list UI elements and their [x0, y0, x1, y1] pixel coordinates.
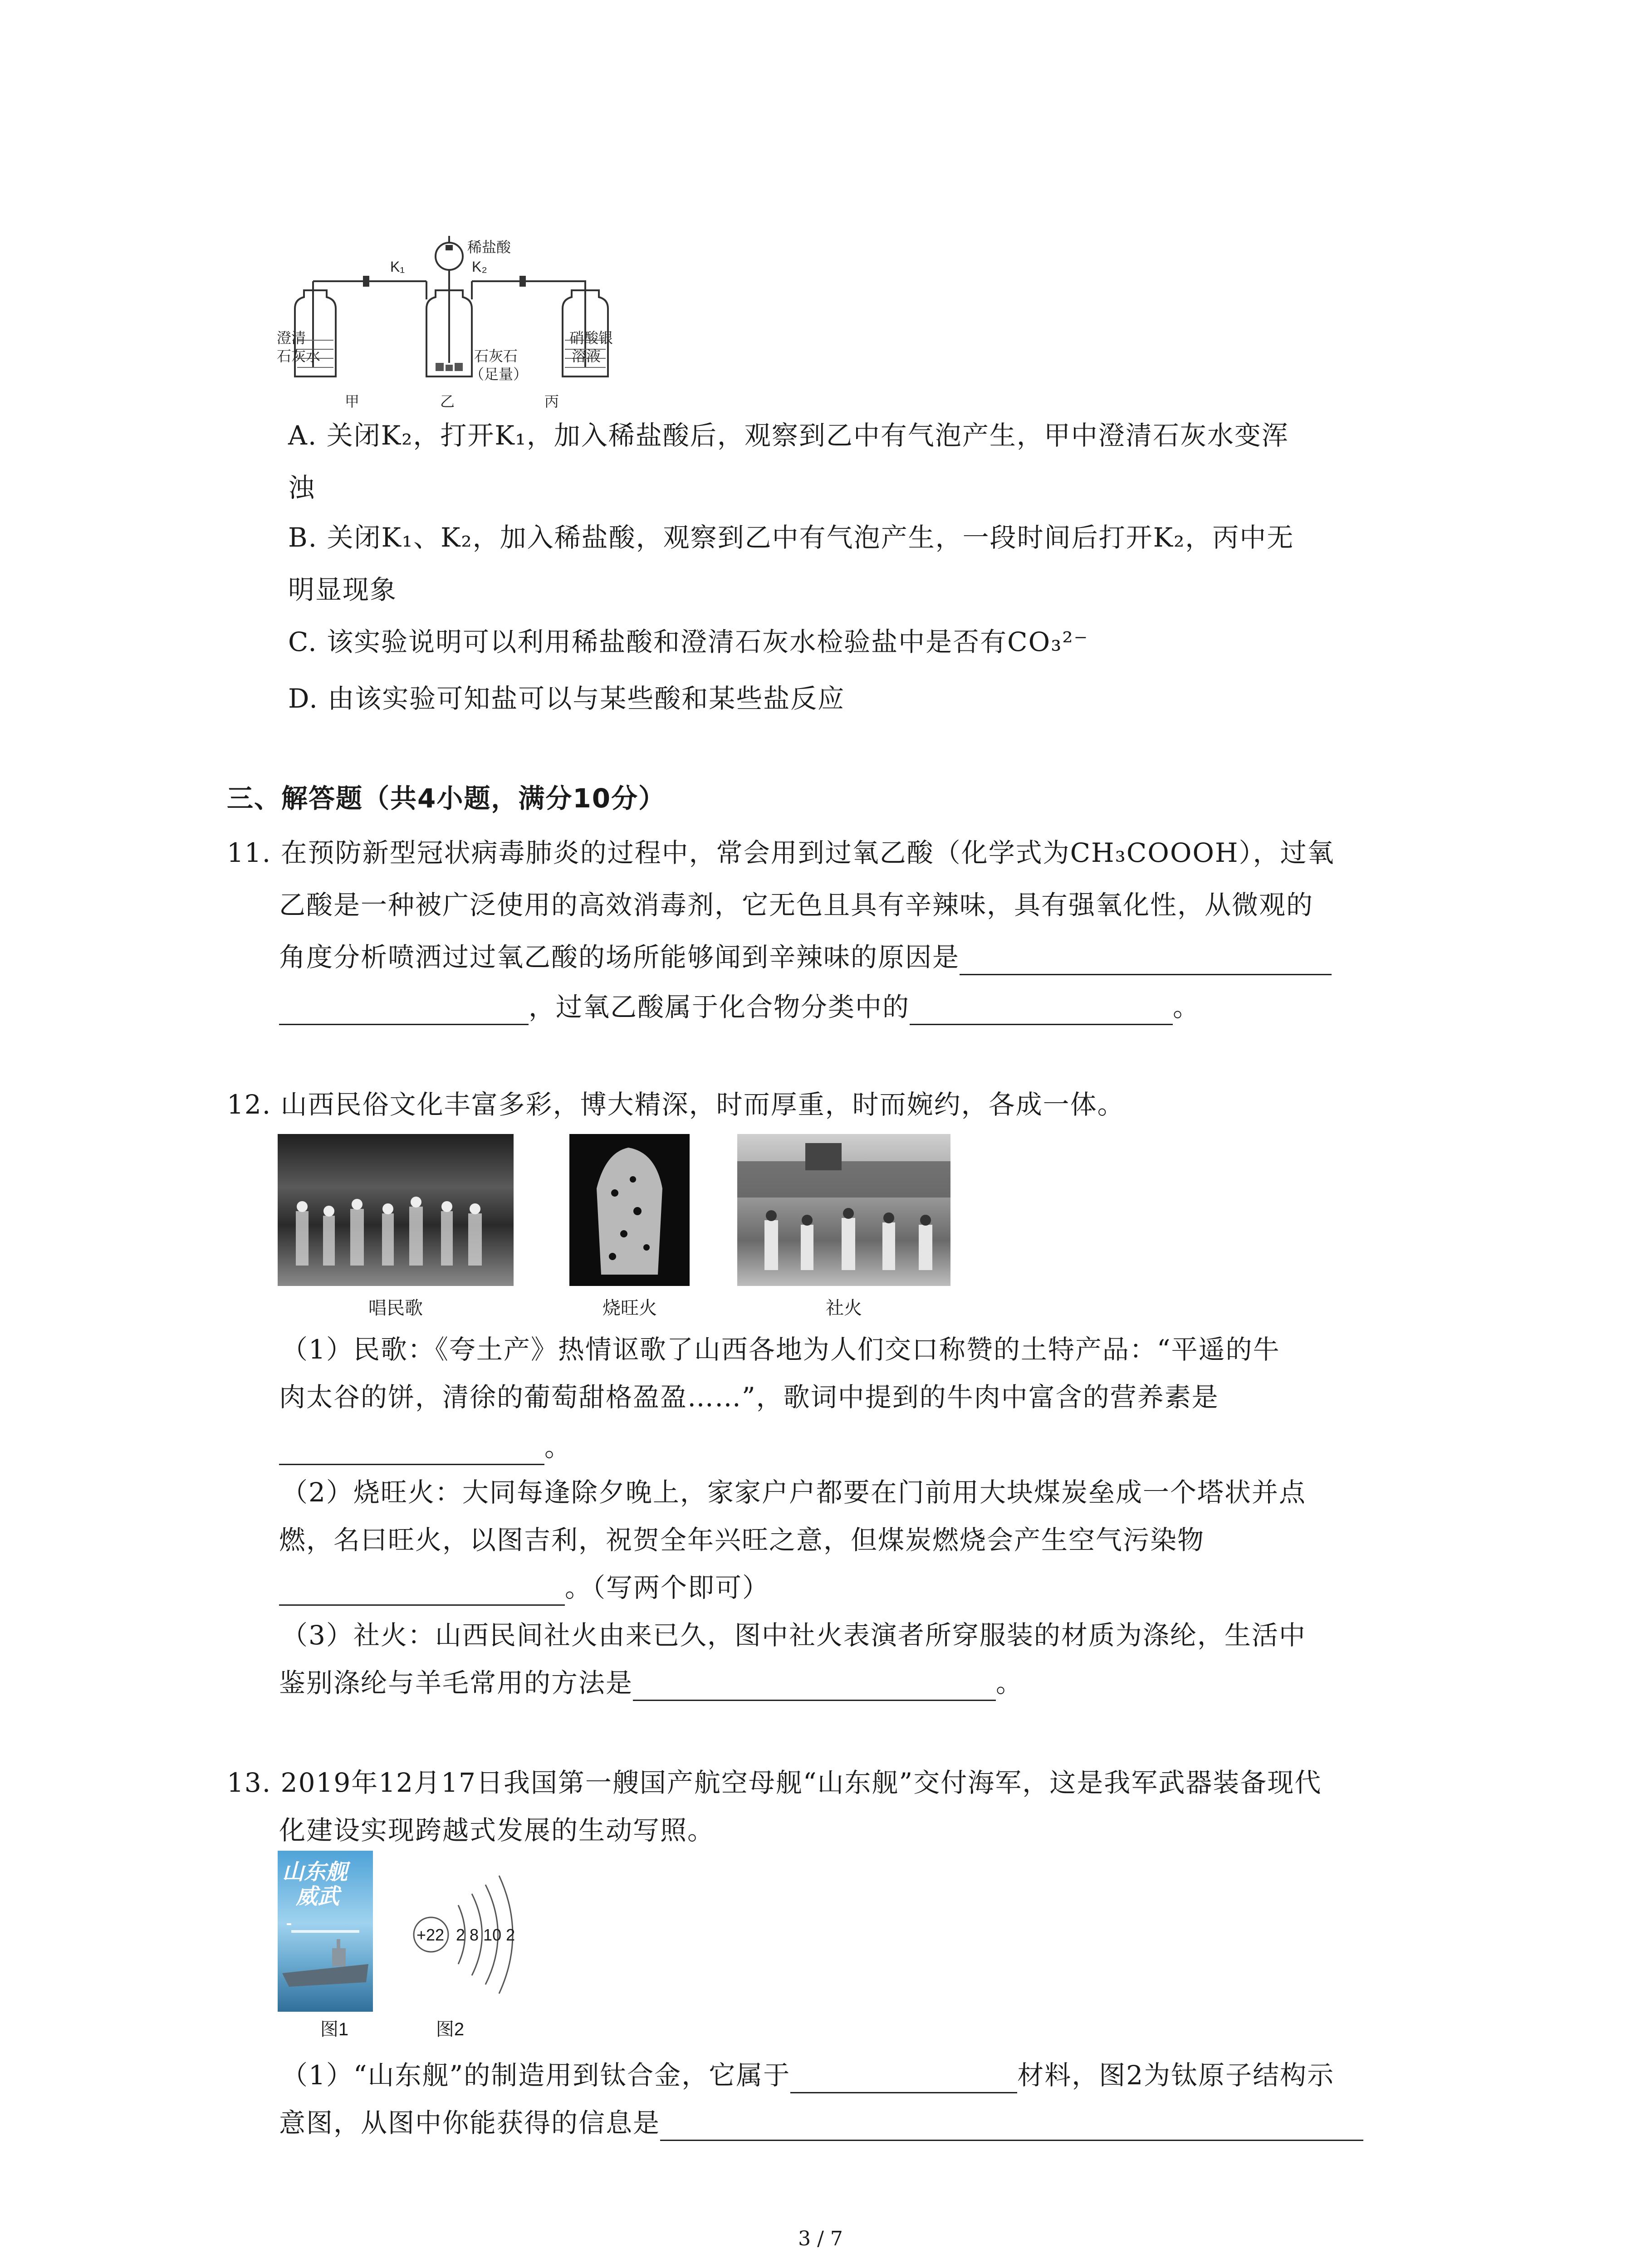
- q13-p1-line1: [281, 2057, 1334, 2093]
- label-bing: 丙: [544, 393, 559, 410]
- folk-singing-figures: [278, 1134, 514, 1286]
- label-silver-nitrate-2: 溶液: [572, 348, 601, 364]
- option-b-line1: B. 关闭K₁、K₂，加入稀盐酸，观察到乙中有气泡产生，一段时间后打开K₂，丙中无: [288, 522, 1294, 553]
- photo-shehuo: [737, 1134, 950, 1286]
- q12-p1-end: 。: [544, 1432, 572, 1462]
- q13-p1-text-a: （1）“山东舰”的制造用到钛合金，它属于: [281, 2060, 791, 2091]
- label-limestone-2: （足量）: [470, 366, 528, 382]
- carrier-icon: [278, 1851, 373, 2012]
- option-a-line1: A. 关闭K₂，打开K₁，加入稀盐酸后，观察到乙中有气泡产生，甲中澄清石灰水变浑: [288, 420, 1289, 451]
- q12-p1-line1: （1）民歌：《夸土产》热情讴歌了山西各地为人们交口称赞的土特产品：“平遥的牛: [281, 1334, 1280, 1365]
- option-d: D. 由该实验可知盐可以与某些酸和某些盐反应: [288, 683, 845, 714]
- q12-answer-blank-3[interactable]: [633, 1672, 996, 1701]
- q13-answer-blank-1[interactable]: [790, 2065, 1017, 2093]
- caption-bonfire: 烧旺火: [603, 1298, 657, 1318]
- bonfire-shape: [569, 1134, 690, 1286]
- q13-line1: 13. 2019年12月17日我国第一艘国产航空母舰“山东舰”交付海军，这是我军武器装备现代: [227, 1767, 1322, 1798]
- q12-stem: 12. 山西民俗文化丰富多彩，博大精深，时而厚重，时而婉约，各成一体。: [227, 1089, 1125, 1120]
- q11-answer-blank-1[interactable]: [960, 947, 1332, 975]
- label-k1: K₁: [390, 259, 405, 275]
- shehuo-scene: [737, 1134, 950, 1286]
- label-yi: 乙: [440, 393, 455, 410]
- option-a-line2: 浊: [288, 472, 316, 503]
- poster-title-1: 山东舰: [282, 1859, 348, 1885]
- q11-line4: [279, 989, 1200, 1025]
- label-k2: K₂: [472, 259, 487, 275]
- q12-p3-line1: （3）社火：山西民间社火由来已久，图中社火表演者所穿服装的材质为涤纶，生活中: [281, 1620, 1306, 1651]
- option-c: C. 该实验说明可以利用稀盐酸和澄清石灰水检验盐中是否有CO₃²⁻: [288, 626, 1089, 657]
- section-heading: 三、解答题（共4小题，满分10分）: [227, 783, 666, 814]
- atom-electrons: 2 8 10 2: [456, 1926, 515, 1944]
- label-limewater-2: 石灰水: [277, 348, 321, 364]
- q13-answer-blank-2[interactable]: [660, 2112, 1363, 2141]
- q11-line1: 11. 在预防新型冠状病毒肺炎的过程中，常会用到过氧乙酸（化学式为CH₃COOOH），过氧: [227, 837, 1335, 868]
- q12-answer-blank-2[interactable]: [279, 1577, 565, 1606]
- photo-folk-singing: [278, 1134, 514, 1286]
- q12-p3-line2-text: 鉴别涤纶与羊毛常用的方法是: [279, 1667, 633, 1698]
- label-limewater-1: 澄清: [277, 330, 306, 346]
- caption-shehuo: 社火: [826, 1298, 862, 1318]
- caption-fig2: 图2: [436, 2019, 465, 2039]
- q11-line3-text: 角度分析喷洒过过氧乙酸的场所能够闻到辛辣味的原因是: [279, 942, 960, 973]
- q11-line3: [279, 939, 1332, 975]
- apparatus-diagram: [277, 213, 622, 413]
- label-limestone-1: 石灰石: [474, 348, 518, 364]
- q13-p1-line2: [279, 2105, 1363, 2141]
- q12-p1-line2: 肉太谷的饼，清徐的葡萄甜格盈盈……”，歌词中提到的牛肉中富含的营养素是: [279, 1382, 1219, 1413]
- q11-answer-blank-2[interactable]: [910, 997, 1173, 1025]
- atom-structure-diagram: [408, 1873, 526, 1996]
- q11-answer-blank-1-cont[interactable]: [279, 997, 529, 1025]
- q11-line4-mid: ，过氧乙酸属于化合物分类中的: [529, 992, 910, 1022]
- label-silver-nitrate-1: 硝酸银: [569, 330, 613, 346]
- label-acid: 稀盐酸: [467, 239, 511, 255]
- q12-answer-blank-1[interactable]: [279, 1437, 544, 1465]
- atom-nucleus: +22: [416, 1926, 445, 1944]
- caption-folk-singing: 唱民歌: [368, 1298, 423, 1318]
- q11-line2: 乙酸是一种被广泛使用的高效消毒剂，它无色且具有辛辣味，具有强氧化性，从微观的: [279, 890, 1314, 920]
- q12-p3-end: 。: [996, 1667, 1024, 1698]
- q13-p1-text-b: 材料，图2为钛原子结构示: [1017, 2060, 1335, 2091]
- q12-p2-line3: [279, 1569, 769, 1606]
- q13-line2: 化建设实现跨越式发展的生动写照。: [279, 1815, 715, 1846]
- q12-p2-line1: （2）烧旺火：大同每逢除夕晚上，家家户户都要在门前用大块煤炭垒成一个塔状并点: [281, 1477, 1306, 1508]
- q11-line4-end: 。: [1173, 992, 1200, 1022]
- page-number: 3 / 7: [798, 2227, 843, 2250]
- label-jia: 甲: [345, 393, 360, 410]
- q12-p2-end: 。（写两个即可）: [565, 1572, 770, 1603]
- q12-p1-line3: [279, 1429, 572, 1465]
- photo-bonfire: [569, 1134, 690, 1286]
- q13-p1-line2-text: 意图，从图中你能获得的信息是: [279, 2107, 661, 2138]
- poster-title-2: 威武: [296, 1884, 340, 1909]
- apparatus-svg: [277, 213, 622, 413]
- q12-p2-line2: 燃，名曰旺火，以图吉利，祝贺全年兴旺之意，但煤炭燃烧会产生空气污染物: [279, 1525, 1205, 1555]
- caption-fig1: 图1: [320, 2019, 349, 2039]
- option-b-line2: 明显现象: [288, 574, 397, 605]
- poster-shandong-ship: [278, 1851, 373, 2012]
- q12-p3-line2: [279, 1665, 1023, 1701]
